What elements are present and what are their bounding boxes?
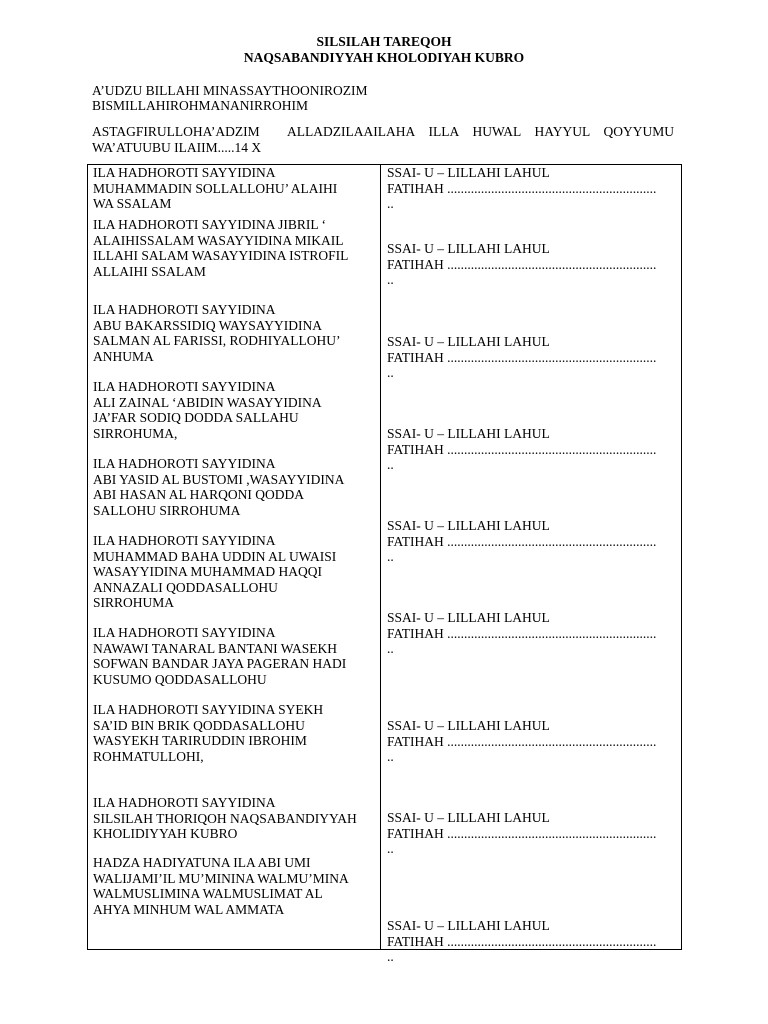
tawasul-paragraph (93, 855, 378, 917)
tawasul-line: AHYA MINHUM WAL AMMATA (93, 901, 285, 917)
fatihah-line3: .. (387, 949, 394, 964)
tawasul-line: ILA HADHOROTI SAYYIDINA (93, 795, 276, 810)
tawasul-line: ILA HADHOROTI SAYYIDINA (93, 625, 276, 640)
tawasul-paragraph (93, 795, 378, 842)
tawasul-line: ALI ZAINAL ‘ABIDIN WASAYYIDINA (93, 394, 322, 410)
tawasul-line: ABI HASAN AL HARQONI QODDA (93, 487, 304, 502)
fatihah-line2: FATIHAH .............................................................. (387, 349, 657, 365)
tawasul-line: SILSILAH THORIQOH NAQSABANDIYYAH (93, 810, 357, 826)
tawasul-paragraph (93, 702, 378, 764)
fatihah-line3: .. (387, 549, 394, 564)
fatihah-line3: .. (387, 365, 394, 380)
fatihah-line1: SSAI- U – LILLAHI LAHUL (387, 241, 550, 256)
istighfar-word: HAYYUL (534, 124, 591, 139)
tawasul-line: WASYEKH TARIRUDDIN IBROHIM (93, 733, 307, 748)
tawasul-line: JA’FAR SODIQ DODDA SALLAHU (93, 410, 299, 425)
fatihah-entry (387, 810, 676, 857)
tawasul-line: ANHUMA (93, 348, 154, 364)
document-title-line2: NAQSABANDIYYAH KHOLODIYAH KUBRO (243, 50, 525, 65)
istighfar-word: QOYYUMU (603, 124, 674, 139)
tawasul-line: ILA HADHOROTI SAYYIDINA (93, 456, 276, 471)
tawasul-paragraph (93, 379, 378, 441)
istighfar-block (92, 124, 674, 155)
tawasul-paragraph (93, 533, 378, 611)
tawasul-line: ALAIHISSALAM WASAYYIDINA MIKAIL (93, 232, 344, 248)
tawasul-line: WA SSALAM (93, 196, 172, 211)
fatihah-entry (387, 241, 676, 288)
fatihah-line2: FATIHAH .............................................................. (387, 933, 657, 949)
tawasul-line: ILA HADHOROTI SAYYIDINA (93, 165, 276, 180)
fatihah-line1: SSAI- U – LILLAHI LAHUL (387, 518, 550, 533)
fatihah-entry (387, 165, 676, 212)
fatihah-line3: .. (387, 841, 394, 856)
fatihah-entry (387, 518, 676, 565)
tawasul-line: ILA HADHOROTI SAYYIDINA (93, 533, 276, 548)
tawasul-line: SIRROHUMA, (93, 425, 178, 441)
tawasul-line: WALMUSLIMINA WALMUSLIMAT AL (93, 886, 323, 901)
fatihah-line2: FATIHAH .............................................................. (387, 180, 657, 196)
istighfar-word: ALLADZILAAILAHA (287, 124, 416, 139)
tawasul-line: ILA HADHOROTI SAYYIDINA SYEKH (93, 702, 324, 717)
fatihah-line2: FATIHAH .............................................................. (387, 533, 657, 549)
fatihah-line1: SSAI- U – LILLAHI LAHUL (387, 718, 550, 733)
istighfar-word: ILLA (428, 124, 460, 139)
fatihah-line1: SSAI- U – LILLAHI LAHUL (387, 165, 550, 180)
tawasul-line: ALLAIHI SSALAM (93, 263, 206, 279)
tawasul-paragraph (93, 217, 378, 279)
tawasul-line: MUHAMMAD BAHA UDDIN AL UWAISI (93, 548, 337, 564)
tawasul-line: ILA HADHOROTI SAYYIDINA (93, 302, 276, 317)
fatihah-entry (387, 334, 676, 381)
tawasul-line: SA’ID BIN BRIK QODDASALLOHU (93, 717, 305, 733)
tawasul-paragraph (93, 165, 378, 212)
tawasul-line: MUHAMMADIN SOLLALLOHU’ ALAIHI (93, 180, 338, 196)
fatihah-column (381, 165, 682, 964)
fatihah-line3: .. (387, 641, 394, 656)
tawasul-line: ROHMATULLOHI, (93, 748, 204, 764)
tawasul-paragraph (93, 625, 378, 687)
tawasul-line: SALMAN AL FARISSI, RODHIYALLOHU’ (93, 333, 341, 348)
istighfar-line2: WA’ATUUBU ILAIIM.....14 X (92, 139, 262, 155)
tawasul-line: SIRROHUMA (93, 595, 175, 610)
fatihah-line2: FATIHAH .............................................................. (387, 441, 657, 457)
tawasul-line: NAWAWI TANARAL BANTANI WASEKH (93, 640, 338, 656)
fatihah-line1: SSAI- U – LILLAHI LAHUL (387, 610, 550, 625)
fatihah-entry (387, 918, 676, 965)
document-title-line1: SILSILAH TAREQOH (316, 34, 452, 49)
tawasul-line: HADZA HADIYATUNA ILA ABI UMI (93, 855, 311, 870)
tawasul-line: ANNAZALI QODDASALLOHU (93, 579, 278, 595)
fatihah-line1: SSAI- U – LILLAHI LAHUL (387, 426, 550, 441)
fatihah-line3: .. (387, 196, 394, 211)
fatihah-entry (387, 718, 676, 765)
tawasul-line: ILA HADHOROTI SAYYIDINA JIBRIL ‘ (93, 217, 326, 232)
fatihah-line1: SSAI- U – LILLAHI LAHUL (387, 334, 550, 349)
taawudz-text: A’UDZU BILLAHI MINASSAYTHOONIROZIM (92, 83, 368, 98)
istighfar-part1: ASTAGFIRULLOHA’ADZIM (92, 124, 260, 139)
fatihah-entry (387, 610, 676, 657)
tawasul-line: KHOLIDIYYAH KUBRO (93, 826, 238, 841)
tawasul-line: ABI YASID AL BUSTOMI ,WASAYYIDINA (93, 471, 345, 487)
tawasul-column (88, 165, 381, 950)
tawasul-line: SOFWAN BANDAR JAYA PAGERAN HADI (93, 656, 347, 671)
tawasul-line: ABU BAKARSSIDIQ WAYSAYYIDINA (93, 317, 323, 333)
tawasul-line: SALLOHU SIRROHUMA (93, 502, 241, 518)
fatihah-entry (387, 426, 676, 473)
tawasul-line: WASAYYIDINA MUHAMMAD HAQQI (93, 564, 323, 579)
fatihah-line2: FATIHAH .............................................................. (387, 825, 657, 841)
tawasul-line: WALIJAMI’IL MU’MININA WALMU’MINA (93, 870, 349, 886)
fatihah-line3: .. (387, 749, 394, 764)
tawasul-paragraph (93, 302, 378, 364)
basmalah-text: BISMILLAHIROHMANANIRROHIM (92, 98, 308, 113)
tawasul-paragraph (93, 456, 378, 518)
fatihah-line3: .. (387, 457, 394, 472)
silsilah-table (87, 164, 682, 964)
fatihah-line2: FATIHAH .............................................................. (387, 256, 657, 272)
fatihah-line3: .. (387, 272, 394, 287)
tawasul-line: ILLAHI SALAM WASAYYIDINA ISTROFIL (93, 248, 349, 263)
tawasul-line: ILA HADHOROTI SAYYIDINA (93, 379, 276, 394)
fatihah-line2: FATIHAH .............................................................. (387, 625, 657, 641)
fatihah-line2: FATIHAH .............................................................. (387, 733, 657, 749)
tawasul-line: KUSUMO QODDASALLOHU (93, 671, 267, 687)
fatihah-line1: SSAI- U – LILLAHI LAHUL (387, 810, 550, 825)
fatihah-line1: SSAI- U – LILLAHI LAHUL (387, 918, 550, 933)
istighfar-word: HUWAL (472, 124, 522, 139)
